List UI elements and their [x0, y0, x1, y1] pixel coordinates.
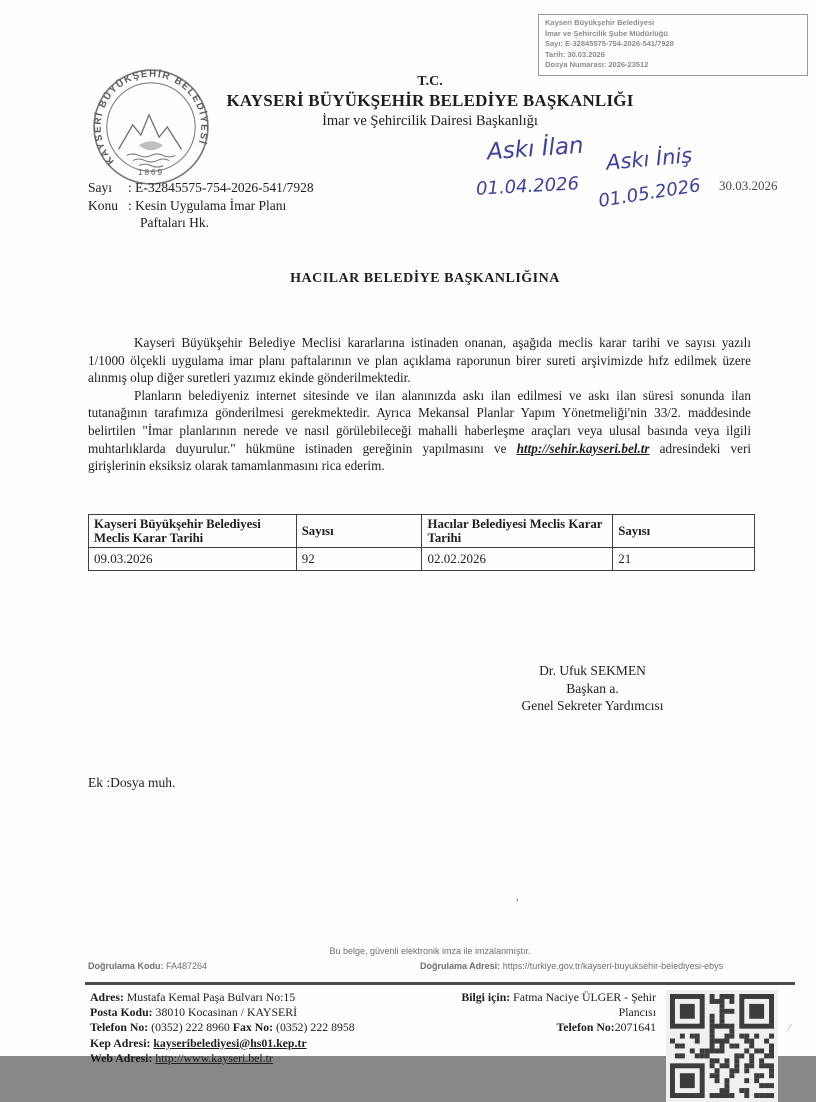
body-paragraph-2: [88, 387, 751, 475]
cell-kbb-sayi: 92: [296, 548, 422, 571]
konu-label: Konu: [88, 197, 118, 213]
contact-block-left: [90, 990, 355, 1066]
kep-line: [90, 1036, 355, 1051]
phone-label: Telefon No:: [90, 1020, 149, 1035]
phone-value: (0352) 222 8960: [148, 1020, 233, 1035]
sehir-url-text: http://sehir.kayseri.bel.tr: [516, 440, 650, 456]
address-label: Adres:: [90, 990, 124, 1004]
sayi-label: Sayı: [88, 180, 113, 195]
postal-line: [90, 1005, 355, 1020]
tc-label: T.C.: [417, 74, 443, 89]
document-meta: [88, 179, 314, 232]
fax-label: Fax No:: [232, 1020, 274, 1035]
verification-code-label: Doğrulama Kodu:: [88, 961, 164, 971]
stamp-line: Dosya Numarası: 2026-23512: [545, 60, 649, 69]
info-phone-label: Telefon No:: [556, 1020, 615, 1035]
col-header-kbb-sayi: Sayısı: [296, 515, 422, 548]
table-header-row: [89, 515, 755, 548]
col-header-kbb-tarih: Kayseri Büyükşehir Belediyesi Meclis Karar Tarihi: [89, 515, 297, 548]
document-date: 30.03.2026: [719, 178, 778, 193]
contact-block-right: [420, 990, 656, 1036]
verification-code-value: FA487264: [163, 961, 208, 971]
sayi-line: [88, 179, 314, 197]
stamp-line: İmar ve Şehircilik Şube Müdürlüğü: [545, 28, 668, 38]
attachment-note: Ek :Dosya muh.: [88, 775, 176, 790]
address-value: Mustafa Kemal Paşa Bulvarı No:15: [123, 990, 296, 1004]
department-subtitle: İmar ve Şehircilik Dairesi Başkanlığı: [322, 113, 538, 129]
scan-artifact-mark: /: [786, 1021, 793, 1035]
cell-kbb-tarih: 09.03.2026: [89, 548, 297, 571]
info-value: Fatma Naciye ÜLGER - Şehir: [510, 990, 656, 1004]
signer-name: Dr. Ufuk SEKMEN: [539, 663, 646, 678]
signer-title-2: Genel Sekreter Yardımcısı: [521, 698, 664, 713]
body-p2-text-after: adresindeki veri girişlerinin eksiksiz olarak tamamlanmasını rica ederim.: [88, 440, 751, 474]
kep-address-value: kayseribelediyesi@hs01.kep.tr: [153, 1035, 307, 1050]
address-line: [90, 990, 355, 1005]
fax-value: (0352) 222 8958: [273, 1020, 355, 1035]
col-header-hacilar-tarih: Hacılar Belediyesi Meclis Karar Tarihi: [422, 515, 613, 548]
table-row: [89, 548, 755, 571]
web-label: Web Adresi:: [90, 1050, 153, 1065]
cell-hacilar-sayi: 21: [613, 548, 755, 571]
addressee-line: HACILAR BELEDİYE BAŞKANLIĞINA: [290, 271, 560, 286]
info-phone-line: [420, 1020, 656, 1035]
municipal-seal-logo: [90, 64, 212, 190]
kep-label: Kep Adresi:: [90, 1035, 151, 1050]
info-contact-line: [420, 990, 656, 1005]
konu-line: [88, 197, 314, 215]
body-p2-text: Planların belediyeniz internet sitesinde ve ilan alanınızda askı ilan edilmesi ve askı ilan süresi sonunda ilan tutanağının tarafımıza gönderilmesi gerekmektedir. Ayrıca Mekansal Planlar Yapım Yönetmeliği'nin 33/2. maddesinde belirtilen "İmar planlarının nerede ve nasıl görülebileceği mahalli haberleşme araçları veya ulusal basında veya ilgili muhtarlıklarda duyurulur." hükmüne istinaden gereğinin yapılmasını ve: [88, 387, 751, 456]
konu-value: : Kesin Uygulama İmar Planı: [128, 197, 287, 213]
postal-label: Posta Kodu:: [90, 1005, 153, 1020]
stamp-line: Tarih: 30.03.2026: [545, 49, 605, 59]
scan-artifact-mark: ’: [515, 895, 520, 910]
info-contact-line2: Plancısı: [618, 1005, 656, 1020]
decision-table: [88, 514, 755, 571]
qr-code: [666, 990, 778, 1102]
handwritten-aski-inis: Askı İniş: [605, 143, 694, 175]
letter-body: [88, 334, 751, 475]
signature-block: [450, 662, 735, 715]
cell-hacilar-tarih: 02.02.2026: [422, 548, 613, 571]
verification-address-value: https://turkiye.gov.tr/kayseri-buyuksehir-belediyesi-ebys: [500, 961, 724, 971]
verification-address-label: Doğrulama Adresi:: [420, 961, 501, 971]
verification-code: [88, 961, 207, 971]
info-phone-value: 2071641: [614, 1020, 656, 1035]
sayi-value: : E-32845575-754-2026-541/7928: [128, 180, 314, 195]
page-title: KAYSERİ BÜYÜKŞEHİR BELEDİYE BAŞKANLIĞI: [226, 91, 634, 110]
footer-divider-line: [85, 982, 795, 985]
col-header-hacilar-sayi: Sayısı: [613, 515, 755, 548]
seal-year: 1869: [137, 167, 165, 177]
seal-circular-text: KAYSERİ BÜYÜKŞEHİR BELEDİYESİ: [92, 68, 210, 167]
konu-value-line2: Paftaları Hk.: [140, 215, 209, 230]
web-line-clipped: [90, 1051, 355, 1066]
handwritten-aski-inis-date: 01.05.2026: [596, 175, 703, 212]
info-label: Bilgi için:: [461, 990, 511, 1004]
registry-stamp-box: [538, 14, 808, 76]
stamp-line: Kayseri Büyükşehir Belediyesi: [545, 18, 655, 27]
handwritten-aski-ilan-date: 01.04.2026: [475, 173, 580, 200]
phone-fax-line: [90, 1020, 355, 1035]
web-address-value: http://www.kayseri.bel.tr: [155, 1050, 273, 1065]
stamp-line: Sayı: E-32845575-754-2026-541/7928: [545, 39, 674, 48]
postal-value: 38010 Kocasinan / KAYSERİ: [152, 1005, 298, 1020]
esignature-note: Bu belge, güvenli elektronik imza ile imzalanmıştır.: [329, 946, 531, 956]
handwritten-aski-ilan: Askı İlan: [486, 132, 585, 166]
body-paragraph-1: Kayseri Büyükşehir Belediye Meclisi kararlarına istinaden onanan, aşağıda meclis karar tarihi ve sayısı yazılı 1/1000 ölçekli uygulama imar planı paftalarının ve plan açıklama raporunun birer sureti arşivimizde hıfz edilmek üzere alınmış olup diğer suretleri yazımız ekinde gönderilmektedir.: [88, 335, 751, 386]
verification-address: [420, 961, 723, 971]
signer-title-1: Başkan a.: [566, 680, 619, 696]
